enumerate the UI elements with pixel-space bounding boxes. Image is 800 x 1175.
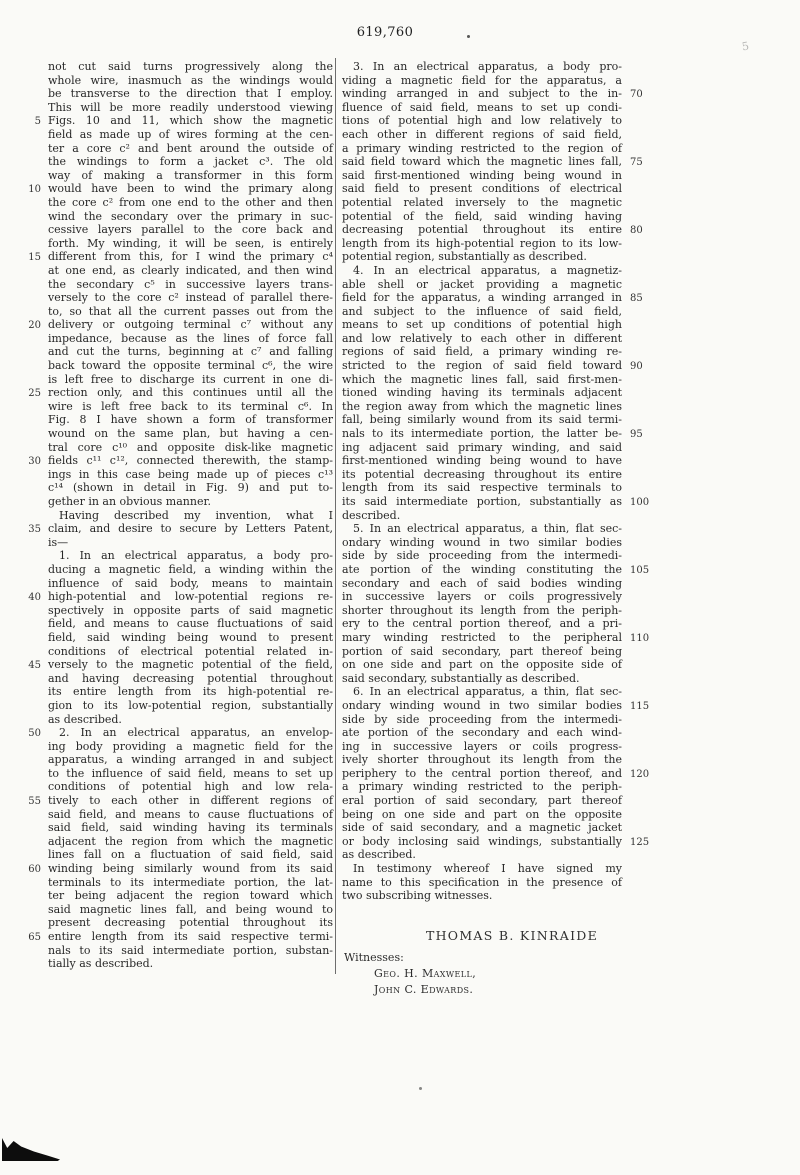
text-line [342,698,650,713]
text-line [342,740,622,754]
text-line [342,128,622,142]
text-line-content: versely to the magnetic potential of the field, [48,658,333,672]
text-line [48,509,333,523]
text-line-content: ter being adjacent the region toward which [48,889,333,903]
text-line [342,794,622,808]
text-line [342,359,643,373]
text-line [342,278,622,292]
line-number: 95 [630,429,643,441]
text-line [342,291,643,305]
text-line [48,631,333,645]
line-number: 50 [28,728,41,740]
text-line [48,808,333,822]
text-line-content: wind the secondary over the primary in suc- [48,209,333,223]
text-line-content: conditions of electrical potential related in- [48,644,333,658]
text-line-content: wire is left free back to its terminal c⁶. In [48,399,333,413]
text-line-content: length from its said respective terminals to [342,481,622,495]
text-line-content: being on one side and part on the opposite [342,807,622,821]
text-line [48,903,333,917]
text-line [48,345,333,359]
text-line-content: said secondary, substantially as described. [342,671,580,685]
text-line [48,291,333,305]
text-line-content: stricted to the region of said field toward [342,359,622,373]
text-line-content: high-potential and low-potential regions re- [48,590,333,604]
text-line-content: decreasing potential throughout its entire [342,223,622,237]
text-line [48,481,333,495]
text-line-content: as described. [48,712,122,726]
text-line-content: said field to present conditions of electrical [342,182,622,196]
text-line [28,726,333,740]
text-line [342,590,622,604]
text-line-content: 2. In an electrical apparatus, an envelop- [59,726,333,740]
text-line-content: not cut said turns progressively along the [48,60,333,73]
text-line-content: which the magnetic lines fall, said first-men- [342,372,622,386]
text-line-content: able shell or jacket providing a magnetic [342,277,622,291]
text-line-content: claim, and desire to secure by Letters Patent, [48,522,333,536]
text-line-content: viding a magnetic field for the apparatus, a [342,73,622,87]
line-number: 35 [28,524,41,536]
text-line-content: Figs. 10 and 11, which show the magnetic [48,114,333,128]
text-line [342,87,643,101]
text-line [342,413,622,427]
text-line [48,740,333,754]
text-line [48,359,333,373]
text-line-content: gion to its low-potential region, substantially [48,698,333,712]
text-line [48,604,333,618]
text-line-content: ate portion of the secondary and each wind- [342,726,622,740]
text-line-content: fall, being similarly wound from its said termi- [342,413,622,427]
witnesses-label: Witnesses: [344,951,404,964]
witness-name: John C. Edwards. [374,982,474,996]
text-line-content: the secondary c⁵ in successive layers trans- [48,277,333,291]
text-line [342,876,622,890]
text-line [48,427,333,441]
text-line-content: winding being similarly wound from its said [48,862,333,876]
line-number: 30 [28,456,41,468]
text-line [342,386,622,400]
text-line-content: potential region, substantially as described. [342,250,587,264]
line-number: 70 [630,89,643,101]
text-line [28,862,333,876]
text-line-content: would have been to wind the primary along [48,182,333,196]
text-line [342,400,622,414]
text-line-content: tions of potential high and low relatively to [342,114,622,128]
text-line [48,645,333,659]
text-line-content: forth. My winding, it will be seen, is entirely [48,236,333,250]
text-line-content: said magnetic lines fall, and being wound to [48,902,333,916]
text-line-content: on one side and part on the opposite side of [342,658,622,672]
text-line-content: entire length from its said respective termi- [48,930,333,943]
text-line [48,223,333,237]
text-line-content: first-mentioned winding being wound to have [342,454,622,468]
text-line [34,114,333,128]
text-line-content: versely to the core c² instead of parallel there- [48,291,333,305]
text-line [342,808,622,822]
text-line [48,468,333,482]
text-line-content: field, and means to cause fluctuations of said [48,617,333,631]
text-line-content: said field, and means to cause fluctuations of [48,807,333,821]
text-line-content: be transverse to the direction that I employ. [48,87,333,101]
text-line [28,318,333,332]
text-line-content: as described. [342,848,416,862]
text-line-content: the core c² from one end to the other and then [48,195,333,209]
text-line-content: and subject to the influence of said field, [342,304,622,318]
text-line-content: ducing a magnetic field, a winding within the [48,562,333,576]
text-line [342,889,622,903]
text-line [342,685,622,699]
text-line-content: rection only, and this continues until all the [48,386,333,400]
text-line-content: name to this specification in the presence of [342,875,622,889]
text-line-content: described. [342,508,401,522]
text-line [28,454,333,468]
text-line-content: periphery to the central portion thereof, and [342,766,622,780]
text-line-content: eral portion of said secondary, part thereof [342,794,622,808]
text-line [342,142,622,156]
text-line-content: way of making a transformer in this form [48,168,333,182]
text-line [342,60,622,74]
text-line-content: 3. In an electrical apparatus, a body pro- [353,60,622,73]
scan-artifact-corner [2,1136,60,1161]
line-number: 100 [630,497,650,508]
text-line-content: apparatus, a winding arranged in and subject [48,753,333,767]
text-line [28,590,333,604]
text-line-content: two subscribing witnesses. [342,889,493,903]
text-line [342,305,622,319]
text-line [48,889,333,903]
text-line-content: 6. In an electrical apparatus, a thin, flat sec- [353,685,622,699]
text-line-content: ing adjacent said primary winding, and said [342,440,622,454]
text-line-content: mary winding restricted to the peripheral [342,630,622,644]
text-line-content: present decreasing potential throughout its [48,916,333,930]
text-line-content: said first-mentioned winding being wound in [342,168,622,182]
line-number: 105 [630,564,650,576]
text-line-content: side by side proceeding from the intermedi- [342,549,622,563]
text-line-content: potential related inversely to the magnetic [342,195,622,209]
text-line [28,658,333,672]
text-line [48,237,333,251]
text-line [48,210,333,224]
text-line-content: terminals to its intermediate portion, the lat- [48,875,333,889]
text-line [48,155,333,169]
text-line [28,794,333,808]
line-number: 15 [28,252,41,264]
text-line [342,182,622,196]
text-line [48,835,333,849]
text-line-content: adjacent the region from which the magnetic [48,834,333,848]
text-line [342,237,622,251]
text-line [342,536,622,550]
text-line [342,862,622,876]
text-line [48,495,333,509]
text-line [342,345,622,359]
text-line [342,577,622,591]
text-line-content: Having described my invention, what I [59,508,333,522]
text-column-left [28,60,333,971]
text-line [342,780,622,794]
text-line-content: nals to its said intermediate portion, substan- [48,943,333,957]
text-line-content: cessive layers parallel to the core back and [48,223,333,237]
text-line [48,196,333,210]
text-line-content: Fig. 8 I have shown a form of transformer [48,413,333,427]
text-line-content: is left free to discharge its current in one di- [48,372,333,386]
text-line [342,101,622,115]
text-line [48,142,333,156]
text-line [48,400,333,414]
text-line [342,196,622,210]
text-line [48,441,333,455]
line-number: 10 [28,184,41,196]
text-line [342,766,650,781]
line-number: 115 [630,700,650,712]
line-number: 75 [630,157,643,169]
text-line [342,169,622,183]
ink-speck [467,35,470,38]
text-line-content: ery to the central portion thereof, and a pri- [342,617,622,631]
text-line-content: influence of said body, means to maintain [48,576,333,590]
text-line [48,957,333,971]
text-line-content: the region away from which the magnetic lines [342,399,622,413]
text-line [342,562,650,577]
signatory-name: THOMAS B. KINRAIDE [425,928,599,943]
text-line-content: nals to its intermediate portion, the latter be- [342,427,622,441]
text-line [342,726,622,740]
text-line [342,834,650,849]
text-line [342,509,622,523]
text-line-content: and low relatively to each other in different [342,331,622,345]
text-line [48,876,333,890]
text-line-content: potential of the field, said winding having [342,209,622,223]
text-line-content: at one end, as clearly indicated, and then wind [48,263,333,277]
text-line-content: means to set up conditions of potential high [342,318,622,332]
text-line [342,441,622,455]
text-line [48,60,333,74]
text-line-content: ter a core c² and bent around the outside of [48,141,333,155]
text-line-content: wound on the same plan, but having a cen- [48,427,333,441]
line-number: 125 [630,836,650,848]
text-line [48,101,333,115]
text-line-content: different from this, for I wind the primary c⁴ [48,250,333,264]
text-line [342,454,622,468]
text-line-content: ing body providing a magnetic field for the [48,739,333,753]
text-line-content: field, said winding being wound to present [48,630,333,644]
text-line [48,332,333,346]
line-number: 55 [28,796,41,808]
text-line-content: ate portion of the winding constituting the [342,562,622,576]
text-line-content: fields c¹¹ c¹², connected therewith, the stamp- [48,454,333,468]
text-line-content: ondary winding wound in two similar bodies [342,698,622,712]
text-line-content: ing in successive layers or coils progress- [342,739,622,753]
text-line-content: ively shorter throughout its length from the [342,753,622,767]
text-line [28,182,333,196]
text-line [342,753,622,767]
text-line-content: ondary winding wound in two similar bodies [342,535,622,549]
text-line [342,74,622,88]
text-line-content: its entire length from its high-potential re- [48,685,333,699]
text-line [48,74,333,88]
text-line-content: portion of said secondary, part thereof being [342,644,622,658]
text-line-content: and having decreasing potential throughout [48,671,333,685]
text-line [342,522,622,536]
text-line [48,916,333,930]
text-line-content: delivery or outgoing terminal c⁷ without any [48,318,333,332]
text-line-content: and cut the turns, beginning at c⁷ and falling [48,345,333,359]
text-line-content: lines fall on a fluctuation of said field, said [48,848,333,862]
text-line [48,87,333,101]
text-line [48,944,333,958]
text-line [342,713,622,727]
text-line [342,604,622,618]
text-line-content: said field, said winding having its terminals [48,821,333,835]
line-number: 40 [28,592,41,604]
text-line [48,848,333,862]
line-number: 45 [28,660,41,672]
text-line [28,386,333,400]
text-line [48,780,333,794]
text-line [48,699,333,713]
text-line-content: back toward the opposite terminal c⁶, the wire [48,359,333,373]
text-line [342,427,643,441]
text-line [342,617,622,631]
text-line-content: In testimony whereof I have signed my [353,862,622,876]
text-line-content: tioned winding having its terminals adjacent [342,386,622,400]
text-line [48,577,333,591]
line-number: 90 [630,361,643,373]
line-number: 60 [28,864,41,876]
text-line-content: field as made up of wires forming at the cen- [48,127,333,141]
line-number: 25 [28,388,41,400]
text-line [48,617,333,631]
text-line [342,223,643,237]
line-number: 20 [28,320,41,332]
text-line-content: tively to each other in different regions of [48,794,333,808]
line-number: 85 [630,293,643,305]
text-line-content: side of said secondary, and a magnetic jacket [342,821,622,835]
text-line [48,373,333,387]
text-line [342,373,622,387]
text-line [48,753,333,767]
text-line [342,264,622,278]
text-line-content: fluence of said field, means to set up condi- [342,100,622,114]
text-line [48,713,333,727]
text-line [342,658,622,672]
line-number: 110 [630,632,650,644]
text-line-content: c¹⁴ (shown in detail in Fig. 9) and put to- [48,481,333,495]
text-line-content: to the influence of said field, means to set up [48,766,333,780]
text-line-content: its said intermediate portion, substantially as [342,495,622,508]
line-number: 80 [630,225,643,237]
text-line-content: length from its high-potential region to its low- [342,236,622,250]
text-line [342,250,622,264]
text-line [342,821,622,835]
text-line-content: is— [48,535,69,549]
ink-speck [419,1087,422,1090]
text-line [28,930,333,944]
witness-name: Geo. H. Maxwell, [374,967,477,980]
text-line [48,563,333,577]
patent-number: 619,760 [356,25,414,40]
text-line-content: shorter throughout its length from the periph- [342,603,622,617]
text-line-content: or body inclosing said windings, substantially [342,834,622,848]
line-number: 120 [630,768,650,780]
text-line [342,481,622,495]
text-line [48,549,333,563]
text-line-content: conditions of potential high and low rela- [48,780,333,794]
text-line [342,332,622,346]
witnesses-block [344,951,476,997]
text-line-content: 5. In an electrical apparatus, a thin, flat sec- [353,522,622,536]
text-line-content: 1. In an electrical apparatus, a body pro- [59,549,333,563]
text-line [28,522,333,536]
text-line-content: field for the apparatus, a winding arranged in [342,291,622,305]
text-line [342,155,643,169]
line-number: 5 [34,116,41,128]
text-line [342,210,622,224]
text-line [48,821,333,835]
text-line [342,114,622,128]
text-line-content: a primary winding restricted to the region of [342,141,622,155]
text-line-content: a primary winding restricted to the periph- [342,780,622,794]
text-line [48,536,333,550]
text-line [48,413,333,427]
text-line-content: each other in different regions of said field, [342,127,622,141]
text-line-content: secondary and each of said bodies winding [342,576,622,590]
text-line-content: in successive layers or coils progressively [342,590,622,604]
text-line [342,630,650,645]
column-divider [335,58,336,974]
text-line [48,169,333,183]
text-line-content: side by side proceeding from the intermedi- [342,712,622,726]
text-line-content: tral core c¹⁰ and opposite disk-like magnetic [48,440,333,454]
text-line-content: whole wire, inasmuch as the windings would [48,73,333,87]
text-line [48,128,333,142]
text-line [48,672,333,686]
text-line [342,318,622,332]
text-line [28,250,333,264]
text-line [342,672,622,686]
text-line-content: impedance, because as the lines of force fall [48,331,333,345]
text-line-content: gether in an obvious manner. [48,495,212,508]
text-line-content: tially as described. [48,957,154,971]
page-number-stain: 5 [740,39,751,54]
text-line [48,305,333,319]
text-line [342,495,650,509]
text-line [342,468,622,482]
text-line [48,685,333,699]
text-line-content: the windings to form a jacket c³. The old [48,155,333,169]
text-line-content: regions of said field, a primary winding re- [342,345,622,359]
line-number: 65 [28,932,41,943]
text-line [342,645,622,659]
text-line [342,549,622,563]
text-line [48,264,333,278]
text-line-content: 4. In an electrical apparatus, a magnetiz- [353,263,622,277]
text-column-right [342,60,650,903]
text-line [48,278,333,292]
text-line [48,767,333,781]
text-line-content: its potential decreasing throughout its entire [342,467,622,481]
text-line-content: said field toward which the magnetic lines fall, [342,155,622,169]
text-line-content: spectively in opposite parts of said magnetic [48,603,333,617]
text-line-content: This will be more readily understood viewing [48,100,333,114]
text-line-content: ings in this case being made up of pieces c¹³ [48,467,333,481]
text-line-content: winding arranged in and subject to the in- [342,87,622,101]
text-line [342,848,622,862]
text-line-content: to, so that all the current passes out from the [48,304,333,318]
